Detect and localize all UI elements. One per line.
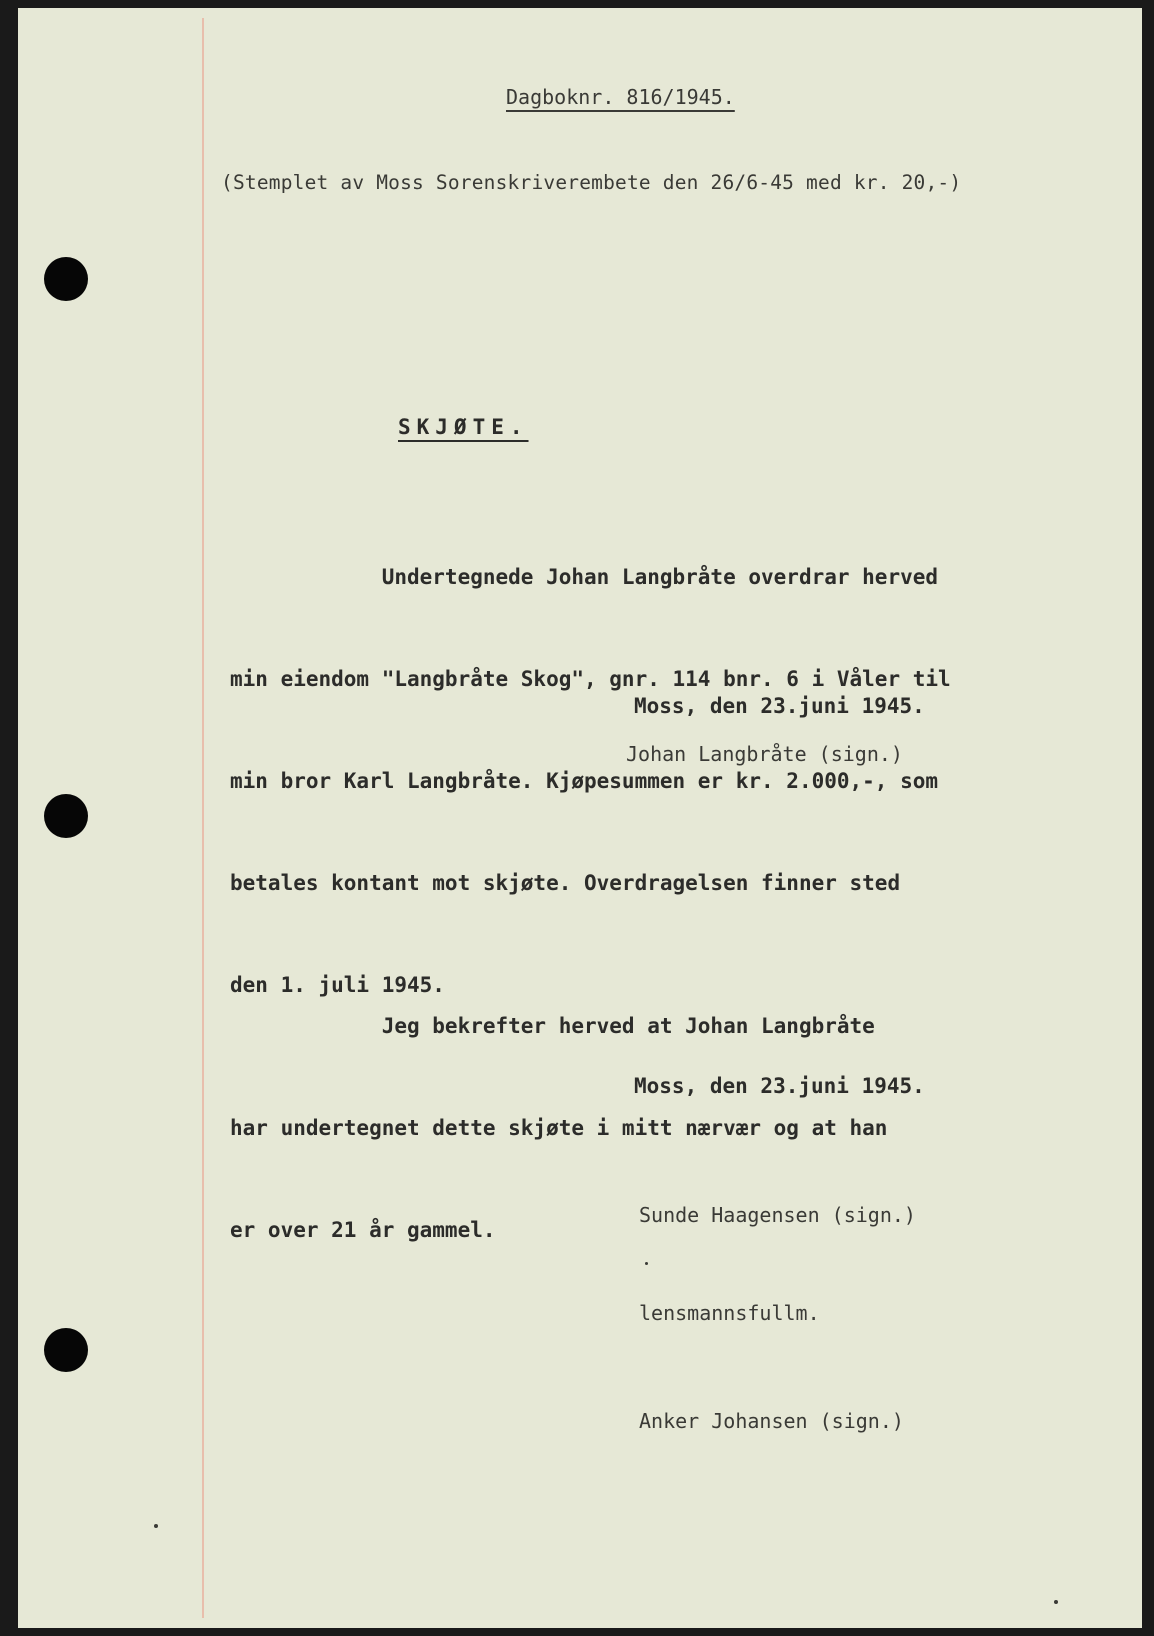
deed-line: min eiendom "Langbråte Skog", gnr. 114 bnr. 6 i Våler til — [230, 667, 951, 691]
deed-line: Undertegnede Johan Langbråte overdrar herved — [230, 565, 939, 589]
ink-speck — [1054, 1600, 1058, 1604]
seller-signature: Johan Langbråte (sign.) — [626, 742, 903, 766]
journal-number: Dagboknr. 816/1945. — [506, 85, 735, 109]
witness-line: Jeg bekrefter herved at Johan Langbråte — [230, 1014, 875, 1038]
punch-hole — [44, 794, 88, 838]
place-date: Moss, den 23.juni 1945. — [634, 1074, 925, 1098]
punch-hole — [44, 1328, 88, 1372]
deed-line: betales kontant mot skjøte. Overdragelsen finner sted — [230, 871, 901, 895]
witness-signature: Anker Johansen (sign.) — [639, 1409, 904, 1433]
margin-rule — [202, 18, 204, 1618]
deed-line: den 1. juli 1945. — [230, 973, 445, 997]
document-heading: SKJØTE. — [398, 415, 529, 439]
witness-signature: Sunde Haagensen (sign.) — [639, 1203, 916, 1227]
ink-speck — [154, 1524, 158, 1528]
witness-signatures — [639, 1130, 916, 1506]
witness-line: er over 21 år gammel. — [230, 1218, 496, 1242]
ink-speck — [645, 1262, 648, 1265]
place-date: Moss, den 23.juni 1945. — [634, 694, 925, 718]
witness-title: lensmannsfullm. — [639, 1301, 820, 1325]
stamp-note: (Stemplet av Moss Sorenskriverembete den 26/6-45 med kr. 20,-) — [221, 171, 962, 194]
document-page — [18, 8, 1142, 1628]
deed-line: min bror Karl Langbråte. Kjøpesummen er kr. 2.000,-, som — [230, 769, 939, 793]
punch-hole — [44, 257, 88, 301]
witness-line: har undertegnet dette skjøte i mitt nærvær og at han — [230, 1116, 888, 1140]
